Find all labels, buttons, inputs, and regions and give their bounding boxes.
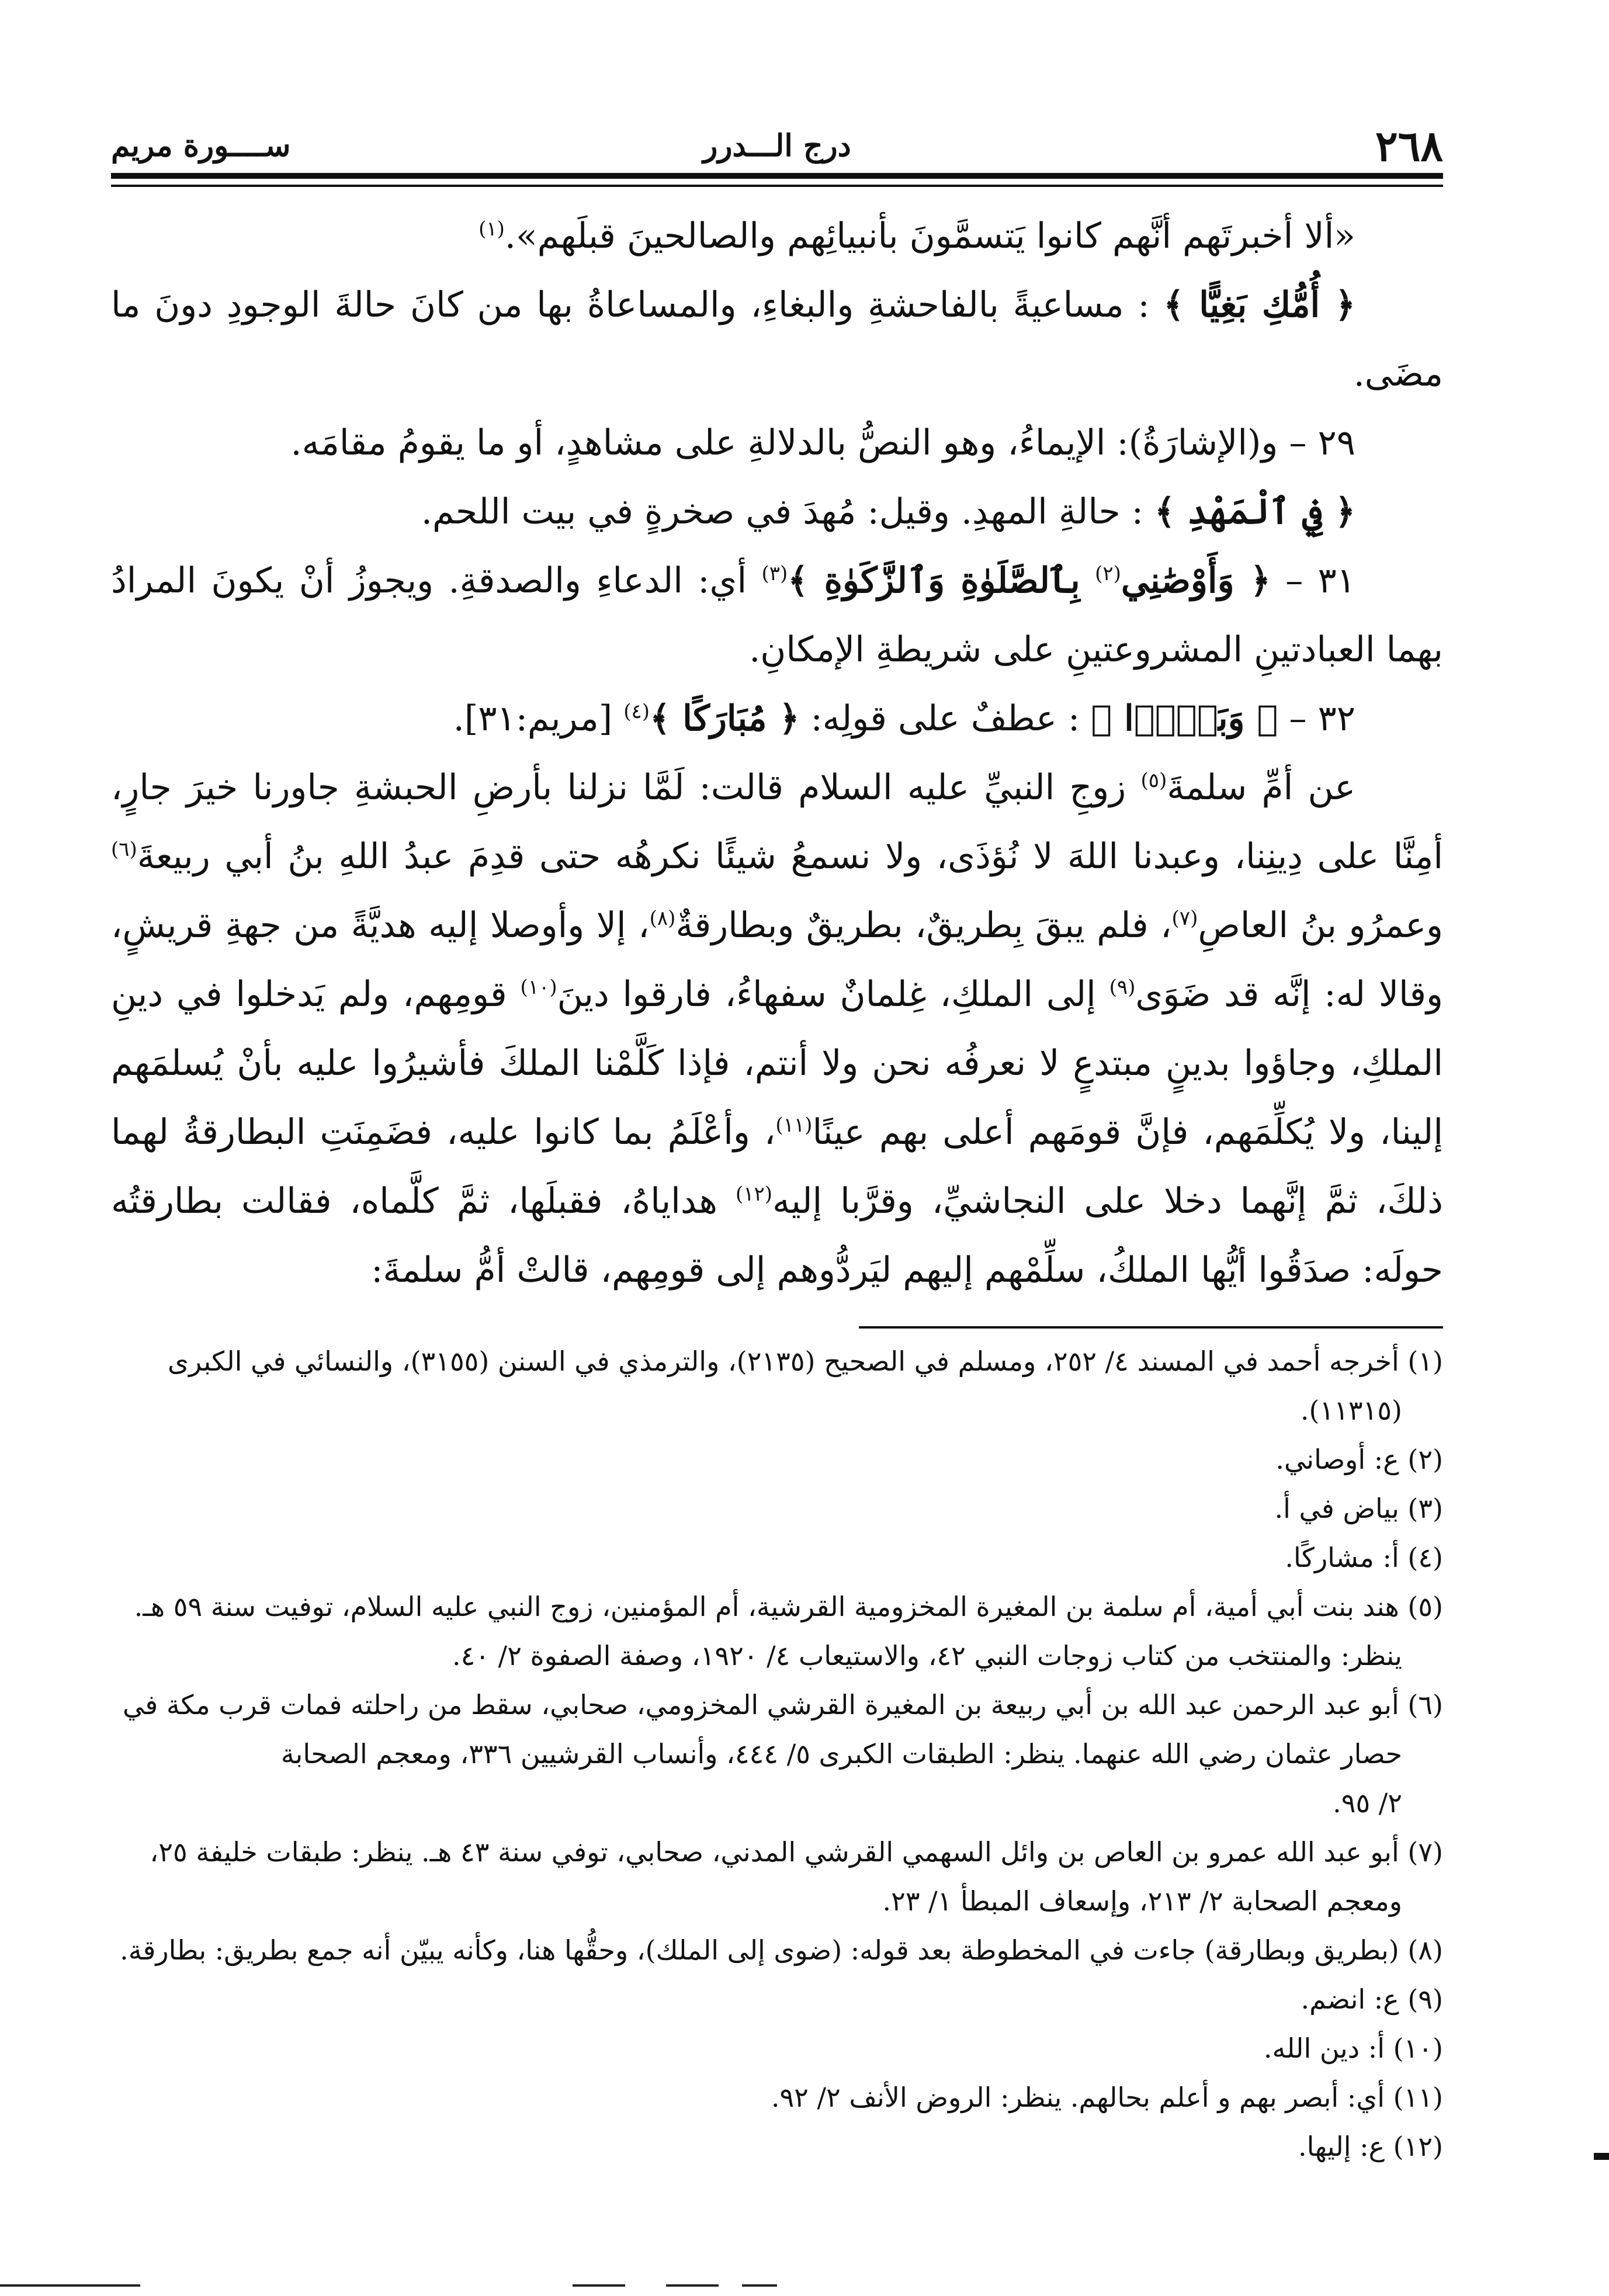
paragraph: [111, 753, 1443, 1305]
quran-quote: ﴿ أُمُّكِ بَغِيًّا ﴾: [1163, 285, 1355, 325]
quran-quote: ﴿ وَبَرًّۢا ﴾: [1091, 698, 1278, 739]
footnote-continuation: [111, 1632, 1443, 1679]
main-text: [111, 202, 1443, 1305]
paragraph: [111, 477, 1443, 546]
commentary-text: : حالةِ المهدِ. وقيل: مُهدَ في صخرةٍ في بيت اللحم.: [421, 491, 1143, 532]
narration-text: ، فلم يبقَ بِطريقٌ، بطريقٌ وبطارقةٌ: [675, 905, 1172, 946]
footnote-text: (٨) (بطريق وبطارقة) جاءت في المخطوطة بعد قوله: (ضوى إلى الملك)، وحقُّها هنا، وكأنه يبيّن أنه جمع بطريق: بطارقة.: [120, 1934, 1443, 1966]
footnote-text: (١) أخرجه أحمد في المسند ٤/ ٢٥٢، ومسلم في الصحيح (٢١٣٥)، والترمذي في السنن (٣١٥٥)، والنسائي في الكبرى: [167, 1345, 1443, 1377]
narration-text: زوجِ النبيِّ عليه السلام قالت: لَمَّا نزلنا بأرضِ الحبشةِ جاورنا خيرَ جارٍ، أمِنَّا على دِينِنا، وعبدنا اللهَ لا نُؤذَى، ولا نسمعُ شيئًا نكرهُه حتى قدِمَ عبدُ اللهِ بنُ أبي ربيعةَ: [111, 767, 1443, 877]
narration-text: قومِهم، ولم يَدخلوا في دينِ الملكِ، وجاؤوا بدينٍ مبتدعٍ لا نعرفُه نحن ولا أنتم، فإذا كَلَّمْنا الملكَ فأشيرُوا عليه بأنْ يُسلمَهم إلينا، ولا يُكلِّمَهم، فإنَّ قومَهم أعلى بهم عينًا: [111, 974, 1443, 1153]
footnote-ref: (٩): [1109, 976, 1136, 999]
footnote-text: (٣) بياض في أ.: [1274, 1493, 1443, 1524]
scan-edge-line: [573, 2284, 625, 2287]
footnote-ref: (٦): [111, 838, 137, 861]
footnote-text: ومعجم الصحابة ٢/ ٢١٣، وإسعاف المبطأ ١/ ٢٣.: [882, 1885, 1402, 1917]
footnote: [111, 1485, 1443, 1532]
footnote-text: (٤) أ: مشاركًا.: [1285, 1542, 1443, 1573]
scan-edge-line: [0, 2284, 140, 2287]
footnote-divider: [859, 1326, 1443, 1329]
footnote-ref: (١١): [775, 1114, 813, 1137]
paragraph: [111, 408, 1443, 477]
footnote-text: (٥) هند بنت أبي أمية، أم سلمة بن المغيرة المخزومية القرشية، أم المؤمنين، زوج النبي عليه السلام، توفيت سنة ٥٩ هـ.: [134, 1591, 1443, 1622]
footnote: [111, 1927, 1443, 1974]
footnote-ref: (٢): [1095, 562, 1121, 585]
footnote-text: حصار عثمان رضي الله عنهما. ينظر: الطبقات الكبرى ٥/ ٤٤٤، وأنساب القرشيين ٣٣٦، ومعجم الصحابة: [280, 1738, 1402, 1770]
quran-quote: ﴿ مُبَارَكًا ﴾: [650, 698, 800, 739]
paragraph: [111, 202, 1443, 270]
footnote: [111, 2074, 1443, 2121]
scan-edge-line: [666, 2284, 719, 2287]
footnote-ref: (٤): [623, 700, 650, 723]
footnote-text: (١١) أي: أبصر بهم و أعلم بحالهم. ينظر: الروض الأنف ٢/ ٩٢.: [771, 2082, 1443, 2113]
footnote-ref: (٨): [649, 907, 676, 930]
footnote: [111, 2123, 1443, 2170]
footnote-continuation: [111, 1878, 1443, 1924]
footnote: [111, 1338, 1443, 1385]
paragraph: [111, 546, 1443, 684]
footnote-ref: (٣): [761, 562, 788, 585]
footnote-text: ٢/ ٩٥.: [1333, 1787, 1402, 1819]
commentary-text: أي: الدعاءِ والصدقةِ. ويجوزُ أنْ يكونَ المرادُ بهما العبادتينِ المشروعتينِ على شريطةِ الإمكانِ.: [111, 560, 1443, 670]
footnote-continuation: [111, 1387, 1443, 1434]
narration-text: ، إلا وأوصلا إليه هديَّةً من جهةِ قريشٍ، وقالا له: إنَّه قد ضَوَى: [111, 905, 1443, 1015]
commentary-text: : مساعيةً بالفاحشةِ والبغاءِ، والمساعاةُ بها من كانَ حالةَ الوجودِ دونَ ما مضَى.: [111, 285, 1443, 394]
quran-quote: بِٱلصَّلَوٰةِ وَٱلزَّكَوٰةِ ﴾: [788, 560, 1080, 601]
page-header: [111, 123, 1443, 169]
footnote-continuation: [111, 1780, 1443, 1826]
footnote: [111, 1534, 1443, 1581]
narration-text: إلى الملكِ، غِلمانٌ سفهاءُ، فارقوا دينَ: [557, 974, 1096, 1015]
footnote-ref: (٧): [1171, 907, 1198, 930]
scan-edge-line: [742, 2284, 777, 2287]
footnote-continuation: [111, 1730, 1443, 1777]
footnote-text: (٩) ع: انضم.: [1301, 1983, 1443, 2015]
footnote: [111, 1976, 1443, 2023]
verse-citation: [مريم:٣١].: [453, 698, 613, 739]
footnote-text: (١١٣١٥).: [1300, 1395, 1402, 1426]
footnote-text: (١٠) أ: دين الله.: [1263, 2033, 1443, 2064]
footnote-ref: (٥): [1140, 769, 1167, 792]
footnote: [111, 1681, 1443, 1728]
footnote: [111, 2025, 1443, 2072]
narration-text: ، وأعْلَمُ بما كانوا عليه، فضَمِنَتِ البطارقةُ لهما ذلكَ، ثمَّ إنَّهما دخلا على النجاشيِّ، وقرَّبا إليه: [111, 1112, 1444, 1222]
paragraph: [111, 270, 1443, 408]
footnote-text: ينظر: والمنتخب من كتاب زوجات النبي ٤٢، والاستيعاب ٤/ ١٩٢٠، وصفة الصفوة ٢/ ٤٠.: [452, 1640, 1402, 1671]
header-divider-thin: [111, 185, 1443, 187]
verse-number: ٣٢ –: [1289, 698, 1355, 739]
footnote: [111, 1436, 1443, 1483]
footnote-ref: (١٢): [735, 1182, 772, 1206]
footnote: [111, 1829, 1443, 1875]
narration-text: هداياهُ، فقبلَها، ثمَّ كلَّماه، فقالت بطارقتُه حولَه: صدَقُوا أيُّها الملكُ، سلِّمْهم إليهم ليَردُّوهم إلى قومِهم، قالتْ أمُّ سلمةَ:: [111, 1181, 1443, 1291]
footnote-ref: (١): [478, 217, 505, 241]
footnote: [111, 1583, 1443, 1630]
footnote-text: (٧) أبو عبد الله عمرو بن العاص بن وائل السهمي القرشي المدني، صحابي، توفي سنة ٤٣ هـ. ينظر: طبقات خليفة ٢٥،: [150, 1836, 1443, 1868]
hadith-text: «ألا أخبرتَهم أنَّهم كانوا يَتسمَّونَ بأنبيائِهم والصالحينَ قبلَهم».: [504, 216, 1355, 256]
narration-text: عن أمِّ سلمةَ: [1167, 767, 1355, 808]
commentary-text: ٢٩ – و(الإشارَةُ): الإيماءُ، وهو النصُّ بالدلالةِ على مشاهدٍ، أو ما يقومُ مقامَه.: [290, 422, 1355, 463]
surah-title: ســــورة مريم: [111, 128, 291, 164]
quran-quote: ﴿ فِي ٱلْمَهْدِ ﴾: [1154, 491, 1355, 532]
scan-edge-mark: [1594, 2153, 1609, 2160]
page-number: ٢٦٨: [1375, 121, 1443, 171]
footnote-text: (٢) ع: أوصاني.: [1275, 1444, 1443, 1475]
footnote-text: (٦) أبو عبد الرحمن عبد الله بن أبي ربيعة بن المغيرة القرشي المخزومي، صحابي، سقط من راحلته فمات قرب مكة في: [122, 1689, 1443, 1721]
footnotes: [111, 1338, 1443, 2172]
book-title: درج الـــدرر: [703, 128, 851, 164]
paragraph: [111, 684, 1443, 753]
quran-quote: ﴿ وَأَوْصَٰنِي: [1121, 560, 1271, 601]
footnote-ref: (١٠): [520, 976, 557, 999]
header-divider: [111, 173, 1443, 179]
verse-number: ٣١ –: [1285, 560, 1355, 601]
narration-text: وعمرُو بنُ العاصِ: [1198, 905, 1443, 946]
footnote-text: (١٢) ع: إليها.: [1298, 2131, 1443, 2162]
commentary-text: : عطفٌ على قولِه:: [810, 698, 1080, 739]
